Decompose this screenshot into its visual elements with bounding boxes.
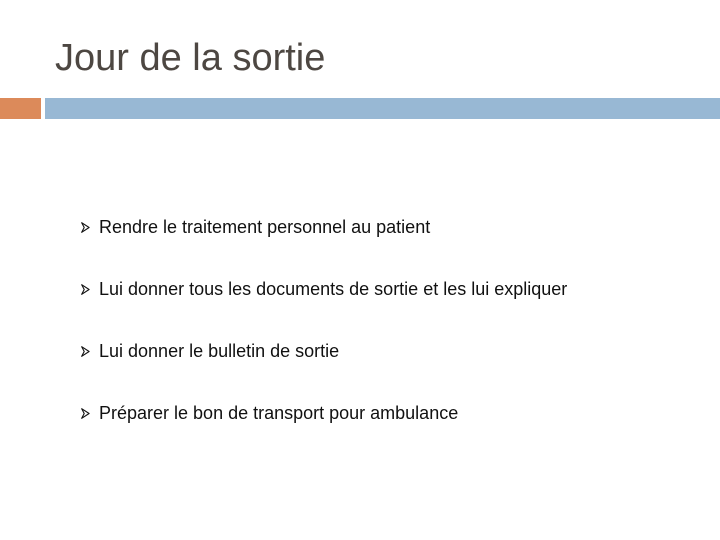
title-accent-orange: [0, 98, 41, 119]
arrowhead-bullet-icon: [81, 272, 99, 306]
bullet-text: Rendre le traitement personnel au patient: [99, 217, 431, 237]
bullet-text: Lui donner le bulletin de sortie: [99, 341, 340, 361]
arrowhead-bullet-icon: [81, 334, 99, 368]
bullet-list: [81, 210, 567, 458]
arrowhead-bullet-icon: [81, 396, 99, 430]
bullet-item: [81, 272, 567, 334]
bullet-text: Lui donner tous les documents de sortie et les lui expliquer: [99, 279, 568, 299]
arrowhead-bullet-icon: [81, 210, 99, 244]
bullet-text: Préparer le bon de transport pour ambulance: [99, 403, 459, 423]
slide-title: Jour de la sortie: [55, 37, 326, 79]
title-accent-blue: [45, 98, 720, 119]
bullet-item: [81, 210, 567, 272]
bullet-item: [81, 334, 567, 396]
bullet-item: [81, 396, 567, 458]
